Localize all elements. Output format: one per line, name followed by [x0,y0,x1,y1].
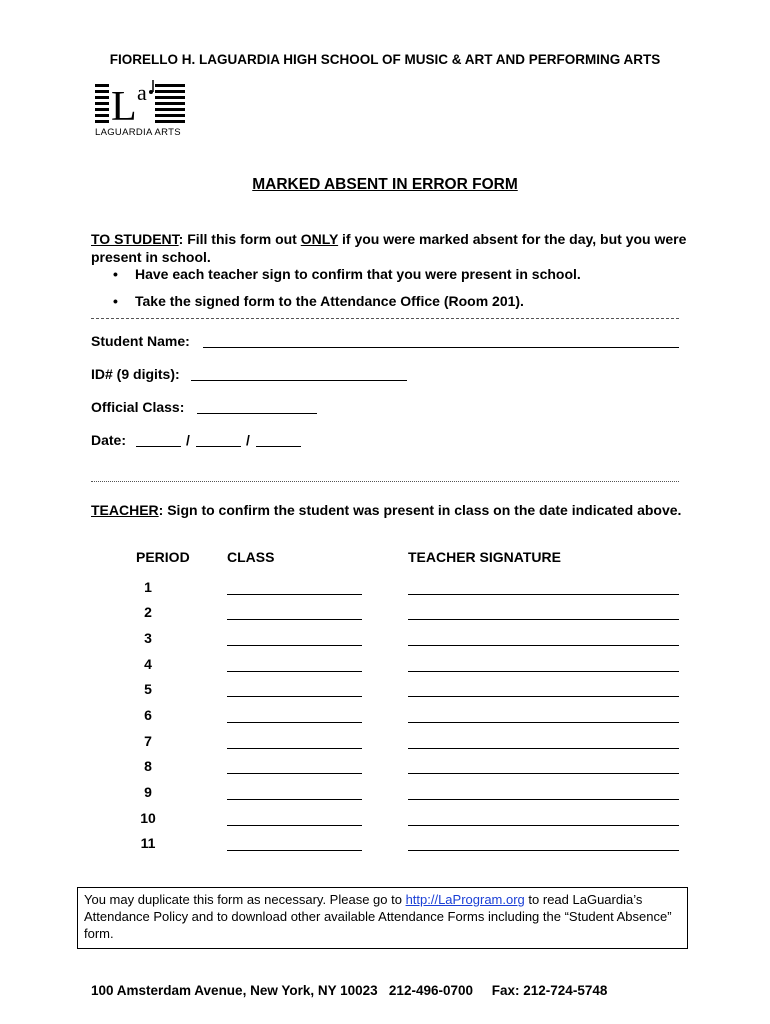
teacher-signature-field[interactable] [408,825,679,826]
footer-fax: Fax: 212-724-5748 [491,983,608,998]
class-field[interactable] [227,850,362,851]
period-number: 10 [140,810,156,826]
period-number: 2 [144,604,152,620]
date-separator: / [246,432,250,448]
student-text-after: if you were marked absent for the day, but you were present in school. [91,231,687,265]
class-field[interactable] [227,748,362,749]
logo-subtitle: LAGUARDIA ARTS [95,127,181,138]
teacher-signature-field[interactable] [408,696,679,697]
class-field[interactable] [227,696,362,697]
teacher-signature-field[interactable] [408,619,679,620]
form-title: MARKED ABSENT IN ERROR FORM [252,176,518,193]
class-field[interactable] [227,773,362,774]
teacher-signature-field[interactable] [408,748,679,749]
footer-phone: 212-496-0700 [388,983,473,998]
class-column-header: CLASS [227,549,275,565]
date-separator: / [186,432,190,448]
teacher-lead: TEACHER [91,502,159,518]
class-field[interactable] [227,619,362,620]
teacher-signature-field[interactable] [408,645,679,646]
period-number: 6 [144,707,152,723]
bullet-text: Take the signed form to the Attendance Office (Room 201). [135,293,524,309]
cut-line-divider [91,318,679,319]
class-field[interactable] [227,645,362,646]
teacher-signature-field[interactable] [408,594,679,595]
official-class-label: Official Class: [91,399,185,415]
teacher-signature-field[interactable] [408,773,679,774]
id-label: ID# (9 digits): [91,366,180,382]
laprogram-link[interactable]: http://LaProgram.org [405,892,525,907]
student-lead: TO STUDENT [91,231,179,247]
footer-address: 100 Amsterdam Avenue, New York, NY 10023 [91,983,378,998]
instruction-bullet [113,293,524,309]
date-year-field[interactable] [256,446,301,447]
student-emphasis: ONLY [300,231,339,247]
class-field[interactable] [227,671,362,672]
notice-box [77,887,688,949]
student-text-before: : Fill this form out [178,231,301,247]
period-column-header: PERIOD [136,549,190,565]
class-field[interactable] [227,594,362,595]
period-number: 4 [144,656,152,672]
teacher-instructions [91,501,691,519]
student-name-field[interactable] [203,347,679,348]
teacher-signature-field[interactable] [408,799,679,800]
notice-text-before: You may duplicate this form as necessary. Please go to [84,892,406,907]
period-number: 11 [140,835,156,851]
svg-text:a: a [137,80,147,105]
class-field[interactable] [227,825,362,826]
period-number: 8 [144,758,152,774]
id-field[interactable] [191,380,407,381]
period-number: 5 [144,681,152,697]
official-class-field[interactable] [197,413,317,414]
teacher-text: : Sign to confirm the student was present in class on the date indicated above. [158,502,682,518]
date-label: Date: [91,432,127,448]
class-field[interactable] [227,722,362,723]
signature-column-header: TEACHER SIGNATURE [408,549,561,565]
date-day-field[interactable] [196,446,241,447]
notice-text-after: to read LaGuardia’s Attendance Policy and to download other available Attendance Forms including the “Student Absence” form. [84,892,672,941]
teacher-signature-field[interactable] [408,722,679,723]
footer-contact [91,983,607,998]
bullet-dot-icon: • [113,266,118,282]
student-name-label: Student Name: [91,333,190,349]
student-instructions [91,230,691,266]
period-number: 3 [144,630,152,646]
school-name: FIORELLO H. LAGUARDIA HIGH SCHOOL OF MUSIC & ART AND PERFORMING ARTS [109,52,661,67]
section-divider [91,481,679,482]
date-month-field[interactable] [136,446,181,447]
bullet-text: Have each teacher sign to confirm that you were present in school. [135,266,581,282]
instruction-bullet [113,266,581,282]
svg-text:L: L [111,84,137,130]
class-field[interactable] [227,799,362,800]
bullet-dot-icon: • [113,293,118,309]
period-number: 9 [144,784,152,800]
period-number: 7 [144,733,152,749]
teacher-signature-field[interactable] [408,850,679,851]
teacher-signature-field[interactable] [408,671,679,672]
period-number: 1 [144,579,152,595]
